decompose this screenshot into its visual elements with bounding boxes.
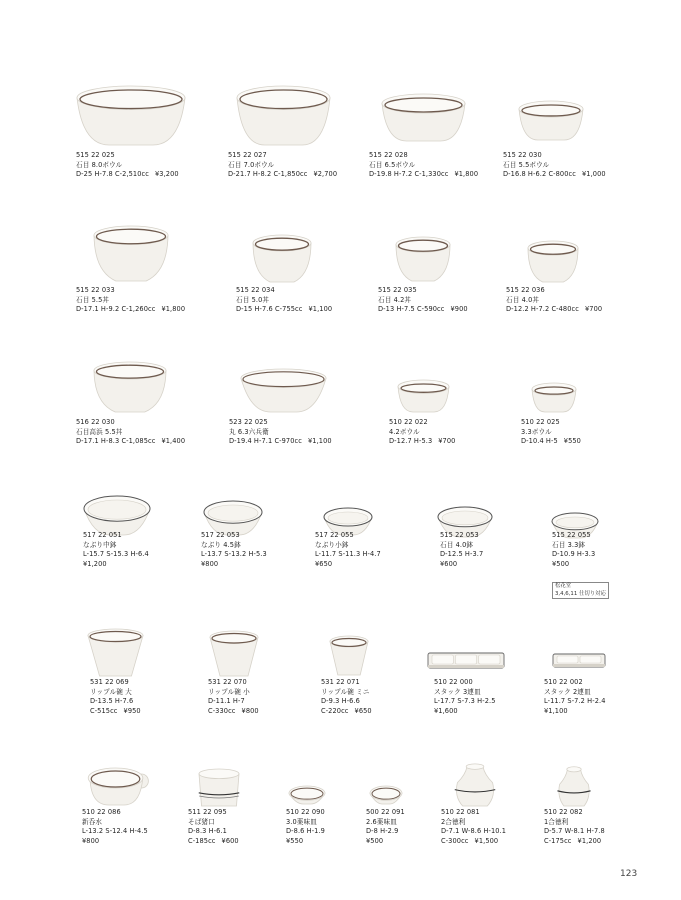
product-caption (83, 531, 149, 569)
product-spec-price-line (544, 837, 605, 847)
product-spec: L-17.7 S-7.3 H-2.5 (434, 697, 496, 706)
product-caption (228, 151, 337, 180)
product-code: 515 22 035 (378, 286, 417, 294)
product-spec-price-line (228, 170, 337, 180)
product-name: 2.6薬味皿 (366, 817, 397, 826)
product-spec: L-11.7 S-7.2 H-2.4 (544, 697, 606, 706)
product-price: ¥1,100 (308, 305, 333, 314)
product-capacity: C-300cc (441, 836, 469, 845)
product-price: ¥3,200 (154, 170, 179, 179)
product-caption (369, 151, 478, 180)
product-spec: D-21.7 H-8.2 C-1,850cc (228, 170, 308, 179)
product-code: 517 22 053 (201, 531, 240, 539)
product-price: ¥1,400 (161, 437, 186, 446)
product-spec-price-line (503, 170, 606, 180)
product-spec: D-15 H-7.6 C-755cc (236, 305, 303, 314)
product-spec: D-12.7 H-5.3 (389, 437, 433, 446)
product-price: ¥1,100 (307, 437, 332, 446)
product-name: 3.3ボウル (521, 427, 552, 436)
product-name: 石目 4.0鉢 (440, 540, 474, 549)
product-photo (329, 635, 369, 677)
product-photo (87, 628, 144, 678)
product-price: ¥1,100 (544, 706, 568, 715)
product-spec-price-line (389, 437, 455, 447)
product-spec-price-line (236, 305, 332, 315)
product-photo (93, 361, 167, 414)
product-spec-price-line (208, 707, 259, 717)
product-photo (453, 762, 497, 808)
product-spec: L-13.2 S-12.4 H-4.5 (82, 827, 148, 836)
product-photo (518, 100, 584, 142)
product-caption (544, 808, 605, 846)
product-capacity: C-330cc (208, 706, 236, 715)
product-caption (441, 808, 506, 846)
product-name: 石目 6.5ボウル (369, 160, 416, 169)
product-name: なぶり中鉢 (83, 540, 117, 549)
product-code: 515 22 030 (503, 151, 542, 159)
product-code: 510 22 082 (544, 808, 583, 816)
product-name: リップル碗 ミニ (321, 687, 370, 696)
product-spec: D-8.6 H-1.9 (286, 827, 325, 836)
product-price: ¥1,800 (454, 170, 479, 179)
product-caption (315, 531, 381, 569)
product-photo (397, 379, 450, 414)
product-caption (286, 808, 325, 846)
product-caption (208, 678, 259, 716)
product-name: 石目 5.0丼 (236, 295, 270, 304)
product-price: ¥950 (123, 706, 141, 715)
product-price: ¥650 (315, 559, 333, 568)
product-photo (531, 382, 577, 414)
product-caption (76, 286, 185, 315)
product-price: ¥1,500 (474, 836, 499, 845)
product-price: ¥1,000 (581, 170, 606, 179)
product-spec-price-line (229, 437, 332, 447)
product-code: 510 22 081 (441, 808, 480, 816)
product-caption (229, 418, 332, 447)
product-photo (93, 225, 169, 283)
product-code: 510 22 022 (389, 418, 428, 426)
product-price: ¥800 (201, 559, 219, 568)
product-photo (381, 93, 466, 143)
product-code: 515 22 027 (228, 151, 267, 159)
product-spec: D-8 H-2.9 (366, 827, 399, 836)
product-code: 515 22 055 (552, 531, 591, 539)
product-capacity: C-220cc (321, 706, 349, 715)
product-spec-price-line (188, 837, 239, 847)
product-name: スタック 2連皿 (544, 687, 591, 696)
product-caption (389, 418, 455, 447)
product-price: ¥500 (366, 836, 384, 845)
product-photo (395, 236, 451, 283)
product-spec: D-9.3 H-6.6 (321, 697, 360, 706)
product-name: そば猪口 (188, 817, 215, 826)
product-caption (188, 808, 239, 846)
product-caption (236, 286, 332, 315)
product-caption (521, 418, 581, 447)
product-name: 丸 6.3六兵衛 (229, 427, 269, 436)
product-price: ¥550 (286, 836, 304, 845)
product-code: 516 22 030 (76, 418, 115, 426)
product-code: 517 22 055 (315, 531, 354, 539)
product-name: なぶり 4.5鉢 (201, 540, 241, 549)
product-photo (427, 650, 505, 670)
product-name: 石目 3.3鉢 (552, 540, 586, 549)
product-price: ¥800 (82, 836, 100, 845)
product-code: 531 22 071 (321, 678, 360, 686)
product-code: 510 22 002 (544, 678, 583, 686)
product-caption (503, 151, 606, 180)
product-code: 515 22 033 (76, 286, 115, 294)
product-spec: L-11.7 S-11.3 H-4.7 (315, 550, 381, 559)
product-price: ¥550 (563, 437, 581, 446)
product-code: 523 22 025 (229, 418, 268, 426)
product-code: 510 22 090 (286, 808, 325, 816)
product-name: なぶり小鉢 (315, 540, 349, 549)
product-photo (527, 240, 579, 284)
product-price: ¥800 (241, 706, 259, 715)
product-spec-price-line (321, 707, 372, 717)
product-spec-price-line (378, 305, 468, 315)
product-spec-price-line (76, 305, 185, 315)
product-code: 511 22 095 (188, 808, 227, 816)
product-price: ¥1,800 (161, 305, 186, 314)
product-spec: D-17.1 H-9.2 C-1,260cc (76, 305, 156, 314)
product-spec: D-19.8 H-7.2 C-1,330cc (369, 170, 449, 179)
product-code: 515 22 034 (236, 286, 275, 294)
product-code: 517 22 051 (83, 531, 122, 539)
shokado-note (552, 582, 609, 599)
product-code: 510 22 025 (521, 418, 560, 426)
product-capacity: C-185cc (188, 836, 216, 845)
product-caption (378, 286, 468, 315)
product-name: リップル碗 大 (90, 687, 132, 696)
product-code: 531 22 070 (208, 678, 247, 686)
product-photo (369, 785, 403, 806)
product-spec-price-line (506, 305, 602, 315)
product-price: ¥650 (354, 706, 372, 715)
product-spec: D-17.1 H-8.3 C-1,085cc (76, 437, 156, 446)
product-caption (434, 678, 496, 716)
product-code: 515 22 053 (440, 531, 479, 539)
product-price: ¥600 (221, 836, 239, 845)
product-name: リップル碗 小 (208, 687, 250, 696)
product-caption (440, 531, 483, 569)
product-name: 石目 4.2丼 (378, 295, 412, 304)
product-price: ¥1,200 (83, 559, 107, 568)
product-photo (236, 85, 331, 147)
product-price: ¥600 (440, 559, 458, 568)
product-photo (76, 85, 186, 147)
product-name: スタック 3連皿 (434, 687, 481, 696)
product-photo (240, 368, 327, 414)
product-spec-price-line (76, 437, 185, 447)
product-spec: D-5.7 W-8.1 H-7.8 (544, 827, 605, 836)
product-caption (321, 678, 372, 716)
product-name: 4.2ボウル (389, 427, 420, 436)
product-code: 500 22 091 (366, 808, 405, 816)
product-spec-price-line (441, 837, 506, 847)
note-line-2: 3,4,6,11 仕切り対応 (555, 590, 606, 597)
product-spec: D-13 H-7.5 C-590cc (378, 305, 445, 314)
product-photo (552, 651, 606, 669)
product-capacity: C-175cc (544, 836, 572, 845)
product-code: 515 22 025 (76, 151, 115, 159)
product-spec: D-16.8 H-6.2 C-800cc (503, 170, 576, 179)
product-caption (552, 531, 595, 569)
product-name: 石目 8.0ボウル (76, 160, 123, 169)
product-name: 新呑水 (82, 817, 103, 826)
product-caption (76, 418, 185, 447)
product-spec-price-line (369, 170, 478, 180)
product-spec-price-line (521, 437, 581, 447)
product-price: ¥1,200 (577, 836, 602, 845)
product-caption (544, 678, 606, 716)
product-photo (209, 630, 259, 678)
product-caption (201, 531, 267, 569)
product-caption (82, 808, 148, 846)
product-photo (288, 785, 326, 806)
product-spec: D-19.4 H-7.1 C-970cc (229, 437, 302, 446)
product-caption (76, 151, 179, 180)
product-name: 3.0薬味皿 (286, 817, 317, 826)
product-spec: D-12.5 H-3.7 (440, 550, 484, 559)
product-price: ¥900 (450, 305, 468, 314)
product-price: ¥700 (584, 305, 603, 314)
product-photo (556, 765, 592, 808)
product-spec-price-line (76, 170, 179, 180)
product-name: 石目 5.5ボウル (503, 160, 550, 169)
product-caption (366, 808, 405, 846)
product-name: 2合徳利 (441, 817, 466, 826)
page-number: 123 (620, 869, 638, 879)
product-capacity: C-515cc (90, 706, 118, 715)
product-spec: L-13.7 S-13.2 H-5.3 (201, 550, 267, 559)
product-photo (87, 767, 149, 807)
product-spec: D-10.9 H-3.3 (552, 550, 596, 559)
product-code: 531 22 069 (90, 678, 129, 686)
product-code: 510 22 086 (82, 808, 121, 816)
product-code: 515 22 036 (506, 286, 545, 294)
product-name: 石目 4.0丼 (506, 295, 540, 304)
product-spec-price-line (90, 707, 141, 717)
product-spec: D-8.3 H-6.1 (188, 827, 227, 836)
product-spec: D-13.5 H-7.6 (90, 697, 134, 706)
product-spec: D-7.1 W-8.6 H-10.1 (441, 827, 507, 836)
product-spec: D-11.1 H-7 (208, 697, 245, 706)
product-name: 石目高浜 5.5丼 (76, 427, 123, 436)
product-code: 515 22 028 (369, 151, 408, 159)
product-caption (90, 678, 141, 716)
product-name: 1合徳利 (544, 817, 569, 826)
product-spec: D-25 H-7.8 C-2,510cc (76, 170, 149, 179)
product-code: 510 22 000 (434, 678, 473, 686)
product-price: ¥700 (438, 437, 456, 446)
product-photo (196, 768, 242, 808)
product-photo (252, 234, 312, 284)
product-name: 石目 5.5丼 (76, 295, 110, 304)
product-price: ¥500 (552, 559, 570, 568)
product-spec: L-15.7 S-15.3 H-6.4 (83, 550, 149, 559)
product-name: 石目 7.0ボウル (228, 160, 275, 169)
note-line-1: 松花堂 (555, 583, 572, 589)
product-caption (506, 286, 602, 315)
product-spec: D-10.4 H-5 (521, 437, 558, 446)
product-price: ¥1,600 (434, 706, 458, 715)
product-spec: D-12.2 H-7.2 C-480cc (506, 305, 579, 314)
product-price: ¥2,700 (313, 170, 338, 179)
